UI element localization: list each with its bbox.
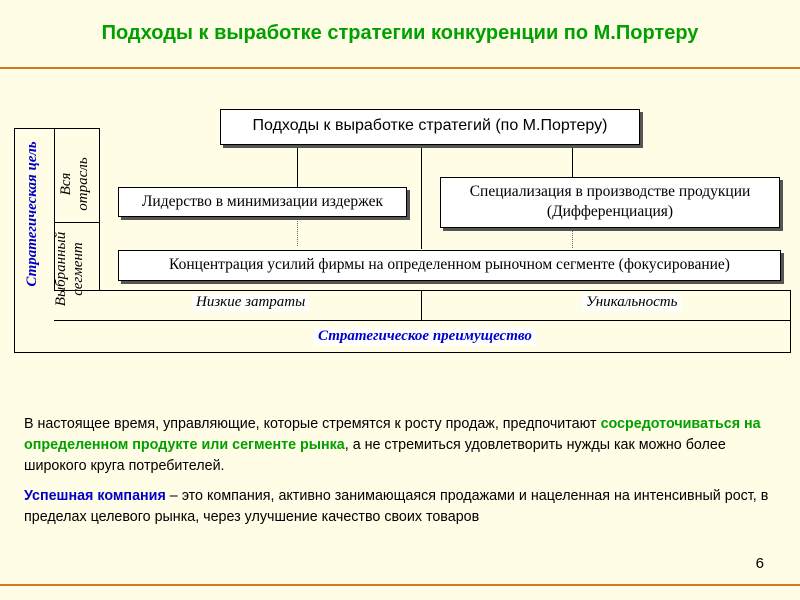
whole-industry-line2: отрасль xyxy=(75,157,91,211)
frame-top xyxy=(14,128,54,129)
paragraph1-text-start: В настоящее время, управляющие, которые стремятся к росту продаж, предпочитают xyxy=(24,416,597,432)
specialization-box xyxy=(440,177,780,228)
strategic-goal-label: Стратегическая цель xyxy=(24,141,40,287)
frame-top-2 xyxy=(54,128,99,129)
page-number: 6 xyxy=(755,555,764,572)
low-costs-label: Низкие затраты xyxy=(192,294,309,311)
focus-box xyxy=(118,250,781,281)
paragraph-successful-company xyxy=(24,486,784,528)
bottom-divider xyxy=(0,584,800,586)
connector-dotted-left xyxy=(297,218,298,246)
col-divider-2 xyxy=(99,128,100,291)
paragraph2-highlight: Успешная компания xyxy=(24,488,166,504)
connector-main-left xyxy=(297,145,298,187)
row-divider-3 xyxy=(54,320,791,321)
page-title: Подходы к выработке стратегии конкуренции по М.Портеру xyxy=(101,22,699,44)
chosen-segment-label xyxy=(53,220,89,318)
top-divider xyxy=(0,67,800,69)
whole-industry-label xyxy=(58,138,94,230)
main-approach-label: Подходы к выработке стратегий (по М.Портеру) xyxy=(252,117,608,134)
connector-dotted-right xyxy=(572,228,573,248)
focus-label: Концентрация усилий фирмы на определенном рыночном сегменте (фокусирование) xyxy=(169,256,730,273)
specialization-label-line2: (Дифференциация) xyxy=(546,203,674,220)
specialization-label-line1: Специализация в производстве продукции xyxy=(469,183,751,200)
uniqueness-label: Уникальность xyxy=(582,294,681,311)
frame-right xyxy=(790,290,791,353)
cost-leadership-label: Лидерство в минимизации издержек xyxy=(141,193,384,210)
connector-main-right xyxy=(572,145,573,177)
paragraph1-highlight: сосредоточиваться на определенном продукте или сегменте рынка xyxy=(24,416,761,453)
paragraph1-text-end: , а не стремиться удовлетворить нужды как можно более широкого круга потребителей. xyxy=(24,437,726,474)
main-approach-box xyxy=(220,109,640,145)
connector-main-mid xyxy=(421,145,422,249)
cost-leadership-box xyxy=(118,187,407,217)
paragraph2-text: – это компания, активно занимающаяся продажами и нацеленная на интенсивный рост, в пределах целевого рынка, через улучшение качество своих товаров xyxy=(24,488,769,525)
frame-left xyxy=(14,128,15,352)
row-divider-2 xyxy=(54,290,791,291)
strategic-advantage-label: Стратегическое преимущество xyxy=(314,328,536,345)
mid-divider xyxy=(421,290,422,321)
frame-bottom xyxy=(14,352,791,353)
paragraph-focus-strategy xyxy=(24,414,784,477)
chosen-segment-line1: Выбранный xyxy=(53,231,69,307)
whole-industry-line1: Вся xyxy=(58,172,74,196)
chosen-segment-line2: сегмент xyxy=(70,242,86,296)
